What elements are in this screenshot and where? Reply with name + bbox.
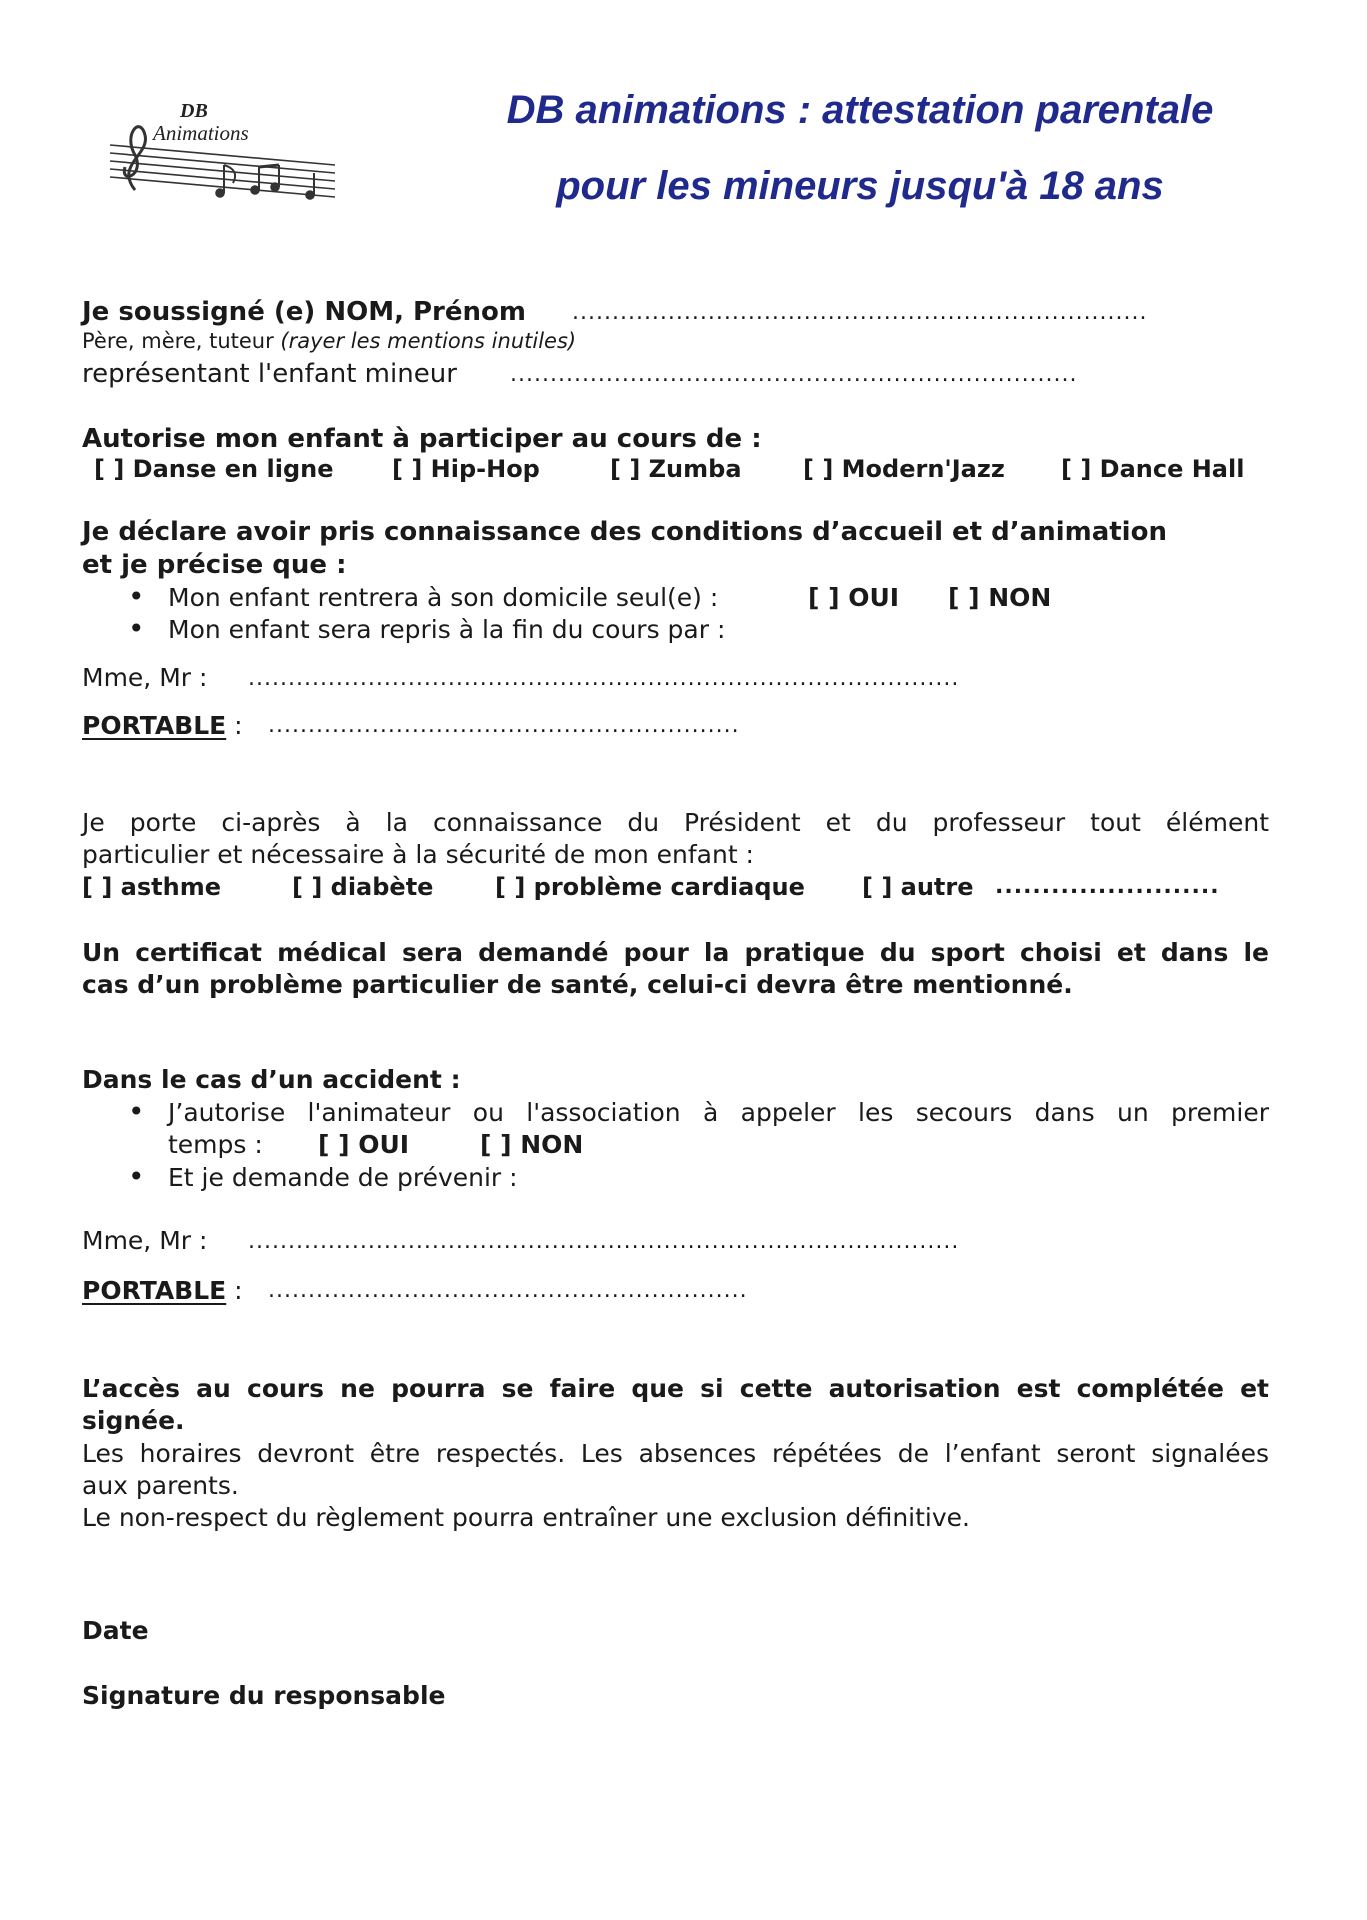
child-label: représentant l'enfant mineur [82, 359, 457, 389]
home-alone-non[interactable]: [ ] NON [948, 583, 1052, 612]
pickup-portable [82, 711, 243, 740]
health-option-asthme[interactable]: [ ] asthme [82, 873, 221, 901]
logo-line2: Animations [153, 121, 249, 145]
music-note-logo-icon [105, 95, 350, 205]
notify-portable [82, 1276, 243, 1305]
logo-line1: DB [180, 100, 208, 122]
bullet-icon: • [128, 580, 145, 613]
access-bold-line-2: signée. [82, 1406, 185, 1435]
course-option-zumba[interactable]: [ ] Zumba [610, 455, 742, 483]
signature-label: Signature du responsable [82, 1681, 446, 1710]
accident-non[interactable]: [ ] NON [480, 1130, 584, 1159]
pickup-mme-label: Mme, Mr : [82, 663, 208, 692]
pickup-portable-field[interactable]: ........................................................... [268, 713, 740, 738]
declare-heading-1: Je déclare avoir pris connaissance des conditions d’accueil et d’animation [82, 517, 1167, 547]
accident-authorize-line-1: J’autorise l'animateur ou l'association à appeler les secours dans un premier [168, 1098, 1269, 1127]
role-prefix: Père, mère, tuteur [82, 329, 281, 353]
accident-oui[interactable]: [ ] OUI [318, 1130, 410, 1159]
name-field[interactable]: ........................................................................ [572, 300, 1148, 325]
health-option-autre[interactable]: [ ] autre [862, 873, 974, 901]
health-line-1: Je porte ci-après à la connaissance du Président et du professeur tout élément [82, 808, 1269, 837]
role-note: (rayer les mentions inutiles) [280, 329, 577, 353]
date-label: Date [82, 1616, 149, 1645]
course-option-danse-en-ligne[interactable]: [ ] Danse en ligne [94, 455, 334, 483]
bullet-icon: • [128, 1095, 145, 1128]
portable-label: PORTABLE [82, 1276, 227, 1305]
title-line2: pour les mineurs jusqu'à 18 ans [556, 164, 1164, 208]
title-line1: DB animations : attestation parentale [506, 88, 1214, 132]
accident-heading: Dans le cas d’un accident : [82, 1065, 461, 1094]
pickup-mme-field[interactable]: ......................................................................................... [248, 666, 960, 691]
pickup-label: Mon enfant sera repris à la fin du cours par : [168, 615, 726, 644]
home-alone-label: Mon enfant rentrera à son domicile seul(e) : [168, 583, 719, 612]
home-alone-oui[interactable]: [ ] OUI [808, 583, 900, 612]
logo [105, 95, 350, 205]
access-line-4: aux parents. [82, 1471, 239, 1500]
access-line-5: Le non-respect du règlement pourra entraîner une exclusion définitive. [82, 1503, 970, 1532]
portable-label: PORTABLE [82, 711, 227, 740]
access-bold-line-1: L’accès au cours ne pourra se faire que si cette autorisation est complétée et [82, 1374, 1269, 1403]
health-option-cardiaque[interactable]: [ ] problème cardiaque [495, 873, 805, 901]
certificate-line-2: cas d’un problème particulier de santé, celui-ci devra être mentionné. [82, 970, 1073, 999]
notify-portable-field[interactable]: ............................................................ [268, 1278, 748, 1303]
bullet-icon: • [128, 612, 145, 645]
health-option-diabete[interactable]: [ ] diabète [292, 873, 434, 901]
role-line [82, 329, 576, 353]
notify-mme-label: Mme, Mr : [82, 1226, 208, 1255]
name-label: Je soussigné (e) NOM, Prénom [82, 297, 526, 327]
course-option-hip-hop[interactable]: [ ] Hip-Hop [392, 455, 540, 483]
access-line-3: Les horaires devront être respectés. Les absences répétées de l’enfant seront signalées [82, 1439, 1269, 1468]
course-option-modern-jazz[interactable]: [ ] Modern'Jazz [803, 455, 1005, 483]
portable-colon: : [226, 711, 243, 740]
bullet-icon: • [128, 1160, 145, 1193]
child-field[interactable]: ....................................................................... [510, 362, 1078, 387]
authorize-heading: Autorise mon enfant à participer au cours de : [82, 424, 762, 454]
health-autre-field[interactable]: ........................ [995, 874, 1220, 899]
accident-authorize-line-2: temps : [168, 1130, 263, 1159]
declare-heading-2: et je précise que : [82, 550, 347, 580]
health-line-2: particulier et nécessaire à la sécurité de mon enfant : [82, 840, 754, 869]
notify-mme-field[interactable]: ......................................................................................... [248, 1229, 960, 1254]
notify-label: Et je demande de prévenir : [168, 1163, 518, 1192]
course-option-dance-hall[interactable]: [ ] Dance Hall [1061, 455, 1245, 483]
portable-colon: : [226, 1276, 243, 1305]
certificate-line-1: Un certificat médical sera demandé pour la pratique du sport choisi et dans le [82, 938, 1269, 967]
